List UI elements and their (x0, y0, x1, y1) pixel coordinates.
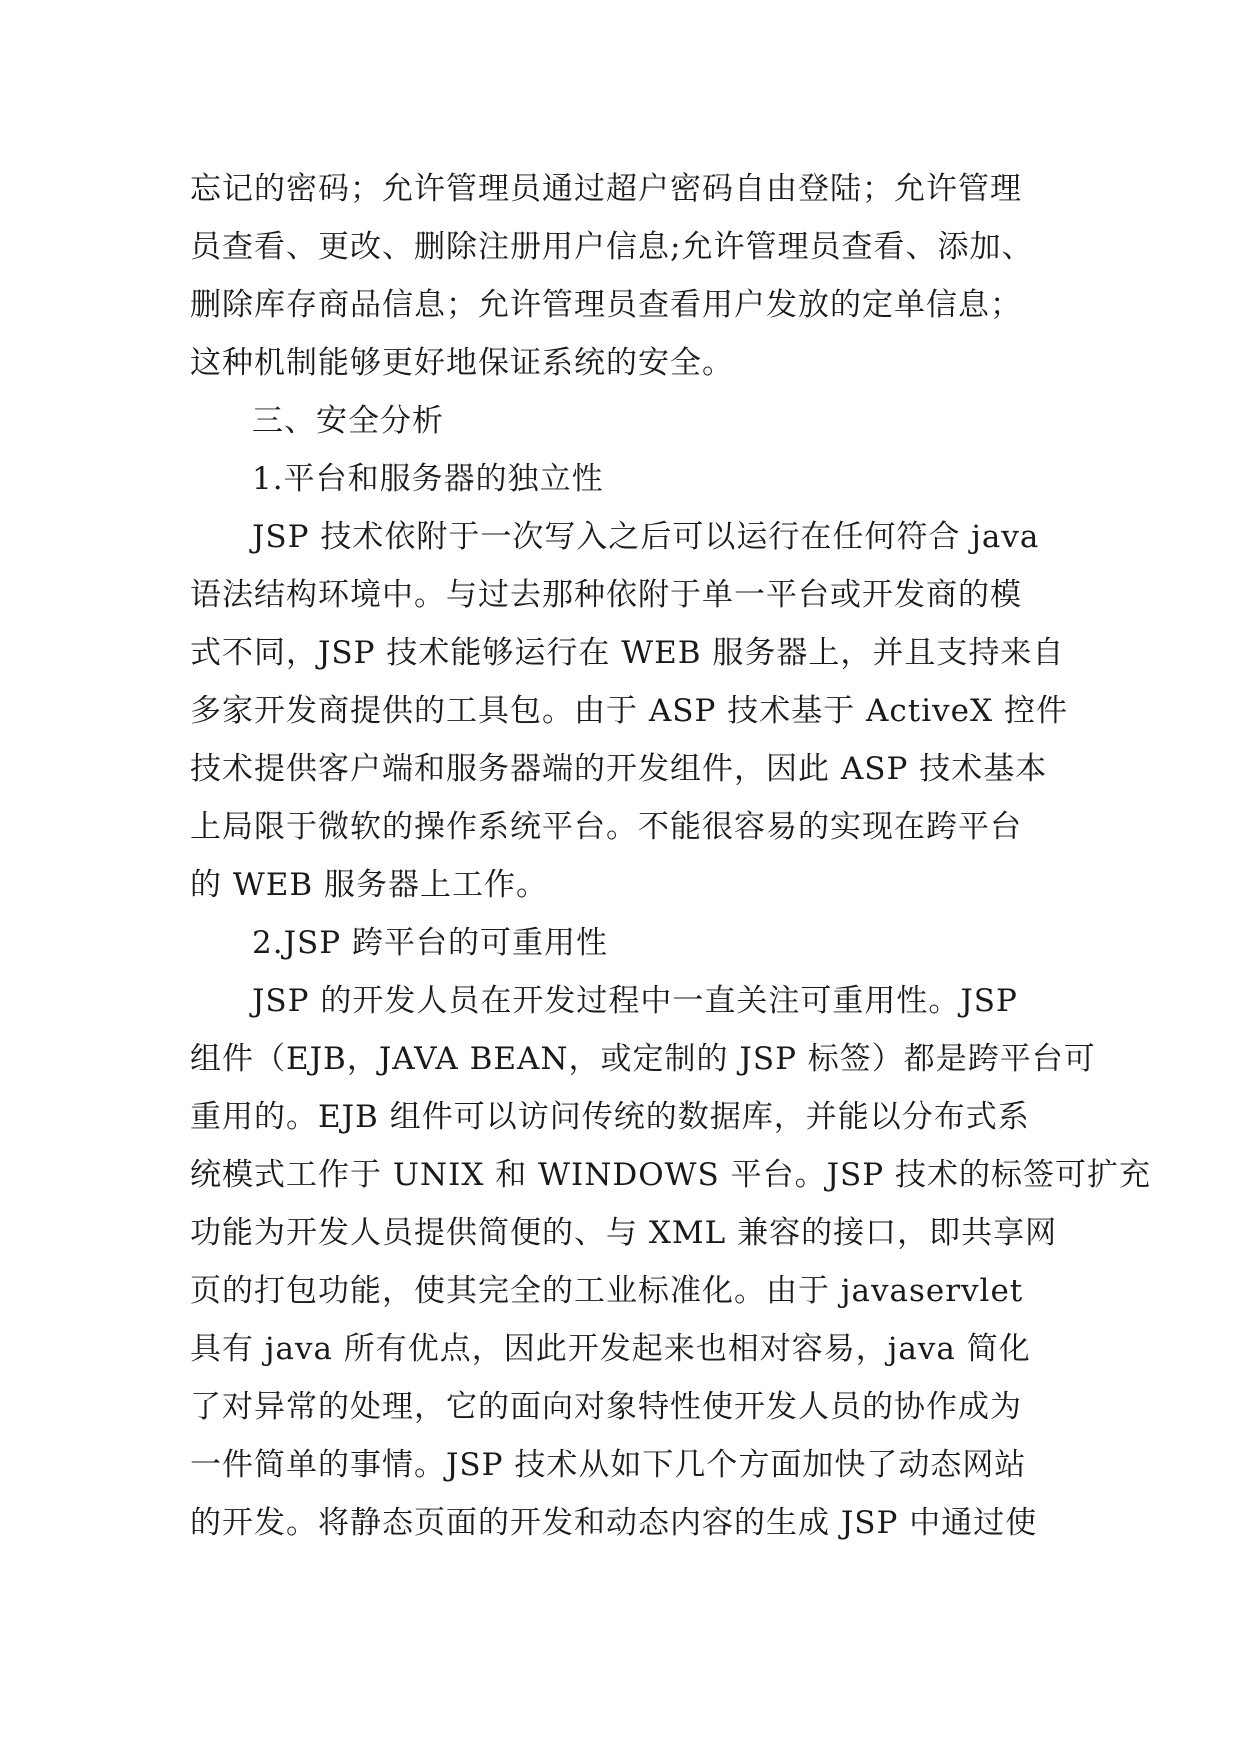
text-line: 技术提供客户端和服务器端的开发组件，因此 ASP 技术基本 (190, 751, 1048, 787)
text-line: 一件简单的事情。JSP 技术从如下几个方面加快了动态网站 (190, 1447, 1027, 1483)
text-line: 忘记的密码；允许管理员通过超户密码自由登陆；允许管理 (190, 171, 1022, 207)
text-line: 多家开发商提供的工具包。由于 ASP 技术基于 ActiveX 控件 (190, 693, 1068, 729)
text-line: 组件（EJB，JAVA BEAN，或定制的 JSP 标签）都是跨平台可 (190, 1041, 1096, 1077)
text-line: 重用的。EJB 组件可以访问传统的数据库，并能以分布式系 (190, 1099, 1030, 1135)
text-line: 语法结构环境中。与过去那种依附于单一平台或开发商的模 (190, 577, 1022, 613)
text-line: 员查看、更改、删除注册用户信息;允许管理员查看、添加、 (190, 229, 1034, 265)
paragraph-first-line: JSP 技术依附于一次写入之后可以运行在任何符合 java (252, 519, 1040, 555)
section-heading: 三、安全分析 (252, 403, 444, 439)
text-line: 这种机制能够更好地保证系统的安全。 (190, 345, 734, 381)
subsection-heading: 1.平台和服务器的独立性 (252, 461, 604, 497)
text-line: 式不同，JSP 技术能够运行在 WEB 服务器上，并且支持来自 (190, 635, 1065, 671)
body-text (190, 160, 1151, 1552)
text-line: 的 WEB 服务器上工作。 (190, 867, 548, 903)
text-line: 页的打包功能，使其完全的工业标准化。由于 javaservlet (190, 1273, 1024, 1309)
text-line: 删除库存商品信息；允许管理员查看用户发放的定单信息； (190, 287, 1022, 323)
text-line: 功能为开发人员提供简便的、与 XML 兼容的接口，即共享网 (190, 1215, 1058, 1251)
text-line: 上局限于微软的操作系统平台。不能很容易的实现在跨平台 (190, 809, 1022, 845)
text-line: 的开发。将静态页面的开发和动态内容的生成 JSP 中通过使 (190, 1505, 1038, 1541)
text-line: 了对异常的处理，它的面向对象特性使开发人员的协作成为 (190, 1389, 1022, 1425)
paragraph-first-line: JSP 的开发人员在开发过程中一直关注可重用性。JSP (252, 983, 1018, 1019)
text-line: 具有 java 所有优点，因此开发起来也相对容易，java 简化 (190, 1331, 1031, 1367)
text-line: 统模式工作于 UNIX 和 WINDOWS 平台。JSP 技术的标签可扩充 (190, 1157, 1151, 1193)
subsection-heading: 2.JSP 跨平台的可重用性 (252, 925, 608, 961)
